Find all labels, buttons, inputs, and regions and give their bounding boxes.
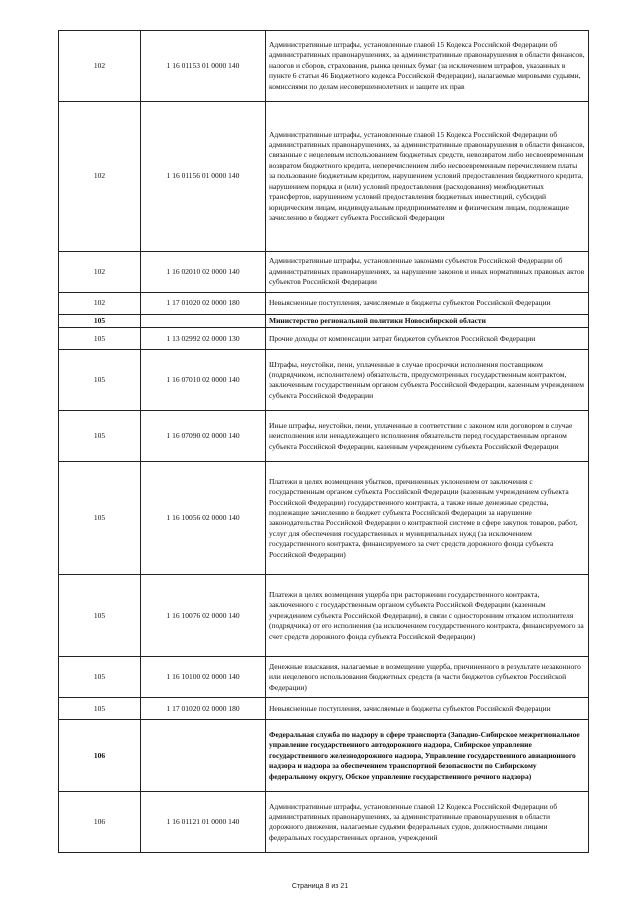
table-row [59,462,589,575]
revenue-name-cell: Прочие доходы от компенсации затрат бюджетов субъектов Российской Федерации [266,328,589,350]
table-row [59,575,589,657]
budget-code-cell: 1 17 01020 02 0000 180 [141,698,266,720]
table-body [59,31,589,853]
budget-code-cell: 1 16 10100 02 0000 140 [141,657,266,698]
table-row [59,698,589,720]
admin-code-cell: 105 [59,411,141,462]
admin-code-cell: 106 [59,720,141,792]
admin-code-cell: 105 [59,462,141,575]
admin-code-cell: 102 [59,31,141,102]
budget-code-cell [141,720,266,792]
table-row [59,350,589,411]
revenue-codes-table [58,30,589,853]
budget-code-cell: 1 16 01156 01 0000 140 [141,102,266,252]
revenue-name-cell: Штрафы, неустойки, пени, уплаченные в случае просрочки исполнения поставщиком (подрядчиком, исполнителем) обязательств, предусмотренных государственным контрактом, заключенным государственным органом субъекта Российской Федерации, казенным учреждением субъекта Российской Федерации [266,350,589,411]
revenue-name-cell: Денежные взыскания, налагаемые в возмещение ущерба, причиненного в результате незаконного или нецелевого использования бюджетных средств (в части бюджетов субъектов Российской Федерации) [266,657,589,698]
revenue-name-cell: Административные штрафы, установленные законами субъектов Российской Федерации об административных правонарушениях, за нарушение законов и иных нормативных правовых актов субъектов Российской Федерации [266,252,589,293]
revenue-name-cell: Иные штрафы, неустойки, пени, уплаченные в соответствии с законом или договором в случае неисполнения или ненадлежащего исполнения обязательств перед государственным органом субъекта Российской Федерации, казенным учреждением субъекта Российской Федерации [266,411,589,462]
budget-code-cell: 1 16 01121 01 0000 140 [141,792,266,853]
revenue-name-cell: Административные штрафы, установленные главой 12 Кодекса Российской Федерации об административных правонарушениях, за административные правонарушения в области дорожного движения, налагаемые судьями федеральных судов, должностными лицами федеральных государственных органов, учреждений [266,792,589,853]
page-number: Страница 8 из 21 [291,883,349,890]
revenue-name-cell: Административные штрафы, установленные главой 15 Кодекса Российской Федерации об административных правонарушениях, за административные правонарушения в области финансов, налогов и сборов, страхования, рынка ценных бумаг (за исключением штрафов, указанных в пункте 6 статьи 46 Бюджетного кодекса Российской Федерации), налагаемые мировыми судьями, комиссиями по делам несовершеннолетних и защите их прав [266,31,589,102]
admin-code-cell: 106 [59,792,141,853]
table-row [59,792,589,853]
admin-code-cell: 105 [59,698,141,720]
table-row [59,657,589,698]
revenue-name-cell: Административные штрафы, установленные главой 15 Кодекса Российской Федерации об административных правонарушениях, за административные правонарушения в области финансов, связанные с нецелевым использованием бюджетных средств, невозвратом либо несвоевременным возвратом бюджетного кредита, неперечислением либо несвоевременным перечислением платы за пользование бюджетным кредитом, нарушением условий предоставления бюджетного кредита, нарушением порядка и (или) условий предоставления (расходования) межбюджетных трансфертов, нарушением условий предоставления бюджетных инвестиций, субсидий юридическим лицам, индивидуальным предпринимателям и физическим лицам, подлежащие зачислению в бюджет субъекта Российской Федерации [266,102,589,252]
admin-code-cell: 102 [59,293,141,315]
admin-code-cell: 105 [59,315,141,328]
revenue-name-cell: Платежи в целях возмещения убытков, причиненных уклонением от заключения с государственным органом субъекта Российской Федерации (казенным учреждением субъекта Российской Федерации) государственного контракта, а также иные денежные средства, подлежащие зачислению в бюджет субъекта Российской Федерации за нарушение законодательства Российской Федерации о контрактной системе в сфере закупок товаров, работ, услуг для обеспечения государственных и муниципальных нужд (за исключением государственного контракта, финансируемого за счет средств дорожного фонда субъекта Российской Федерации) [266,462,589,575]
budget-code-cell: 1 16 01153 01 0000 140 [141,31,266,102]
table-row [59,411,589,462]
revenue-name-cell: Министерство региональной политики Новосибирской области [266,315,589,328]
revenue-name-cell: Невыясненные поступления, зачисляемые в бюджеты субъектов Российской Федерации [266,293,589,315]
budget-code-cell: 1 16 10056 02 0000 140 [141,462,266,575]
revenue-name-cell: Федеральная служба по надзору в сфере транспорта (Западно-Сибирское межрегиональное управление государственного автодорожного надзора, Сибирское управление государственного железнодорожного надзора, Управление государственного авиационного надзора и надзора за обеспечением транспортной безопасности по Сибирскому федеральному округу, Обское управление государственного речного надзора) [266,720,589,792]
admin-code-cell: 105 [59,328,141,350]
admin-code-cell: 105 [59,575,141,657]
admin-code-cell: 102 [59,102,141,252]
admin-code-cell: 105 [59,657,141,698]
budget-code-cell: 1 13 02992 02 0000 130 [141,328,266,350]
table-row [59,315,589,328]
budget-code-cell: 1 17 01020 02 0000 180 [141,293,266,315]
table-row [59,102,589,252]
table-row [59,720,589,792]
table-row [59,328,589,350]
budget-code-cell: 1 16 02010 02 0000 140 [141,252,266,293]
budget-code-cell: 1 16 10076 02 0000 140 [141,575,266,657]
budget-code-cell: 1 16 07010 02 0000 140 [141,350,266,411]
table-row [59,31,589,102]
admin-code-cell: 105 [59,350,141,411]
revenue-name-cell: Невыясненные поступления, зачисляемые в бюджеты субъектов Российской Федерации [266,698,589,720]
budget-code-cell [141,315,266,328]
revenue-name-cell: Платежи в целях возмещения ущерба при расторжении государственного контракта, заключенного с государственным органом субъекта Российской Федерации (казенным учреждением субъекта Российской Федерации), в связи с односторонним отказом исполнителя (подрядчика) от его исполнения (за исключением государственного контракта, финансируемого за счет средств дорожного фонда субъекта Российской Федерации) [266,575,589,657]
budget-code-cell: 1 16 07090 02 0000 140 [141,411,266,462]
table-row [59,293,589,315]
admin-code-cell: 102 [59,252,141,293]
table-row [59,252,589,293]
